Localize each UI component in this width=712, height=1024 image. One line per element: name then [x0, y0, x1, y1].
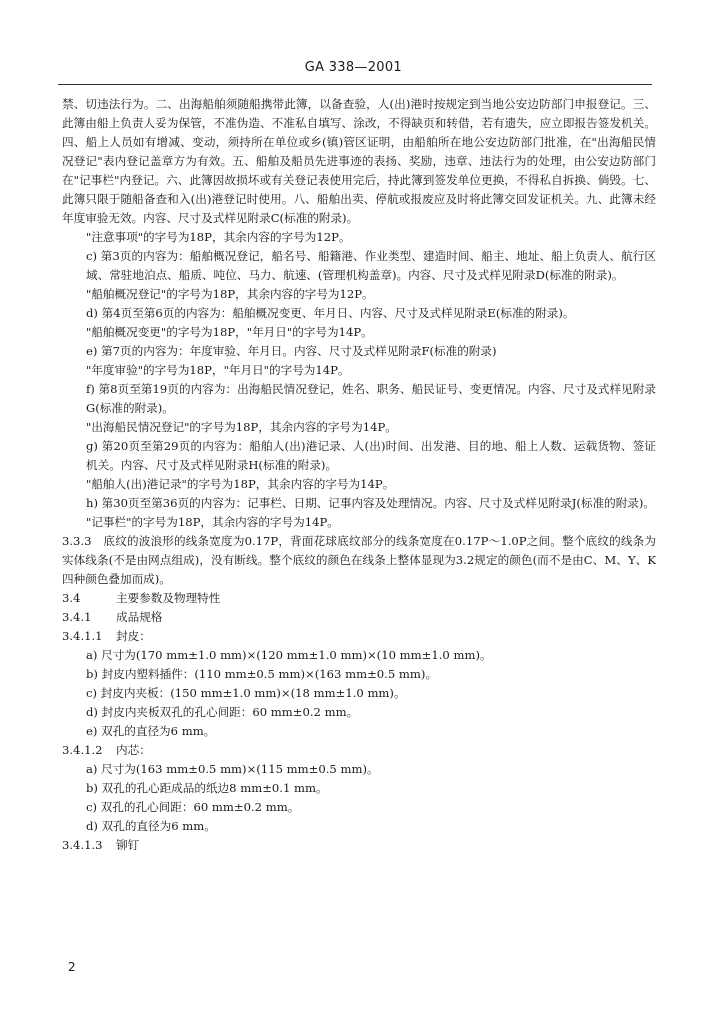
- list-item-cover-e: e) 双孔的直径为6 mm。: [86, 724, 216, 738]
- standard-code-header: GA 338—2001: [304, 60, 402, 75]
- document-body: [62, 95, 656, 855]
- list-item-cover-c: c) 封皮内夹板：(150 mm±1.0 mm)×(18 mm±1.0 mm)。: [86, 686, 406, 700]
- section-heading-3-4-1-2: [62, 741, 656, 760]
- section-heading-3-4: [62, 589, 656, 608]
- section-heading-3-4-1: [62, 608, 656, 627]
- paragraph-item-d: d) 第4页至第6页的内容为：船舶概况变更、年月日、内容、尺寸及式样见附录E(标准的附录)。: [86, 306, 575, 320]
- header-rule: [58, 84, 652, 85]
- paragraph-item-h: h) 第30页至第36页的内容为：记事栏、日期、记事内容及处理情况。内容、尺寸及式样见附录J(标准的附录)。: [86, 496, 656, 510]
- section-title: 铆钉: [116, 838, 140, 852]
- paragraph-font-note: "注意事项"的字号为18P，其余内容的字号为12P。: [86, 230, 351, 244]
- section-heading-3-4-1-1: [62, 627, 656, 646]
- paragraph-item-g: g) 第20页至第29页的内容为：船舶人(出)港记录、人(出)时间、出发港、目的地、船上人数、运载货物、签证机关。内容、尺寸及式样见附录H(标准的附录)。: [86, 439, 656, 472]
- list-item-core-b: b) 双孔的孔心距成品的纸边8 mm±0.1 mm。: [86, 781, 328, 795]
- list-item-core-d: d) 双孔的直径为6 mm。: [86, 819, 216, 833]
- section-title: 内芯：: [116, 743, 151, 757]
- paragraph-item-c: c) 第3页的内容为：船舶概况登记，船名号、船籍港、作业类型、建造时间、船主、地址、船上负责人、航行区域、常驻地泊点、船质、吨位、马力、航速、(管理机构盖章)。内容、尺寸及式样见附录D(标准的附录)。: [86, 249, 656, 282]
- paragraph-precautions: 禁、切违法行为。二、出海船舶须随船携带此簿，以备查验，人(出)港时按规定到当地公安边防部门申报登记。三、此簿由船上负责人妥为保管，不准伪造、不准私自填写、涂改，不得缺页和转借，若有遗失，应立即报告签发机关。四、船上人员如有增减、变动，须持所在单位或乡(镇)管区证明，由船舶所在地公安边防部门批准，在"出海船民情况登记"表内登记盖章方为有效。五、船舶及船员先进事迹的表扬、奖励，违章、违法行为的处理，由公安边防部门在"记事栏"内登记。六、此簿因故损坏或有关登记表使用完后，持此簿到签发单位更换，不得私自拆换、倘毁。七、此簿只限于随船备查和入(出)港登记时使用。八、船舶出卖、停航或报废应及时将此簿交回发证机关。九、此簿未经年度审验无效。内容、尺寸及式样见附录C(标准的附录)。: [62, 97, 656, 225]
- section-title: 主要参数及物理特性: [116, 591, 221, 605]
- list-item-core-c: c) 双孔的孔心间距：60 mm±0.2 mm。: [86, 800, 300, 814]
- list-item-cover-a: a) 尺寸为(170 mm±1.0 mm)×(120 mm±1.0 mm)×(10 mm±1.0 mm)。: [86, 648, 492, 662]
- section-number: 3.4.1: [62, 610, 92, 624]
- list-item-cover-b: b) 封皮内塑料插件：(110 mm±0.5 mm)×(163 mm±0.5 mm)。: [86, 667, 438, 681]
- section-title: 封皮：: [116, 629, 151, 643]
- section-number: 3.4: [62, 591, 81, 605]
- paragraph-font-note: "出海船民情况登记"的字号为18P，其余内容的字号为14P。: [86, 420, 397, 434]
- list-item-cover-d: d) 封皮内夹板双孔的孔心间距：60 mm±0.2 mm。: [86, 705, 359, 719]
- section-number: 3.4.1.3: [62, 838, 103, 852]
- paragraph-3-3-3: 3.3.3 底纹的波浪形的线条宽度为0.17P，背面花球底纹部分的线条宽度在0.17P～1.0P之间。整个底纹的线条为实体线条(不是由网点组成)，没有断线。整个底纹的颜色在线条上整体显现为3.2规定的颜色(而不是由C、M、Y、K四种颜色叠加而成)。: [62, 534, 656, 586]
- paragraph-font-note: "年度审验"的字号为18P，"年月日"的字号为14P。: [86, 363, 350, 377]
- paragraph-item-e: e) 第7页的内容为：年度审验、年月日。内容、尺寸及式样见附录F(标准的附录): [86, 344, 497, 358]
- list-item-core-a: a) 尺寸为(163 mm±0.5 mm)×(115 mm±0.5 mm)。: [86, 762, 379, 776]
- section-number: 3.4.1.2: [62, 743, 103, 757]
- section-number: 3.4.1.1: [62, 629, 103, 643]
- paragraph-font-note: "船舶概况变更"的字号为18P，"年月日"的字号为14P。: [86, 325, 373, 339]
- paragraph-item-f: f) 第8页至第19页的内容为：出海船民情况登记，姓名、职务、船民证号、变更情况。内容、尺寸及式样见附录G(标准的附录)。: [86, 382, 656, 415]
- paragraph-font-note: "船舶概况登记"的字号为18P，其余内容的字号为12P。: [86, 287, 374, 301]
- paragraph-font-note: "船舶人(出)港记录"的字号为18P，其余内容的字号为14P。: [86, 477, 395, 491]
- paragraph-font-note: "记事栏"的字号为18P，其余内容的字号为14P。: [86, 515, 339, 529]
- page-number: 2: [68, 960, 76, 974]
- section-title: 成品规格: [116, 610, 163, 624]
- section-heading-3-4-1-3: [62, 836, 656, 855]
